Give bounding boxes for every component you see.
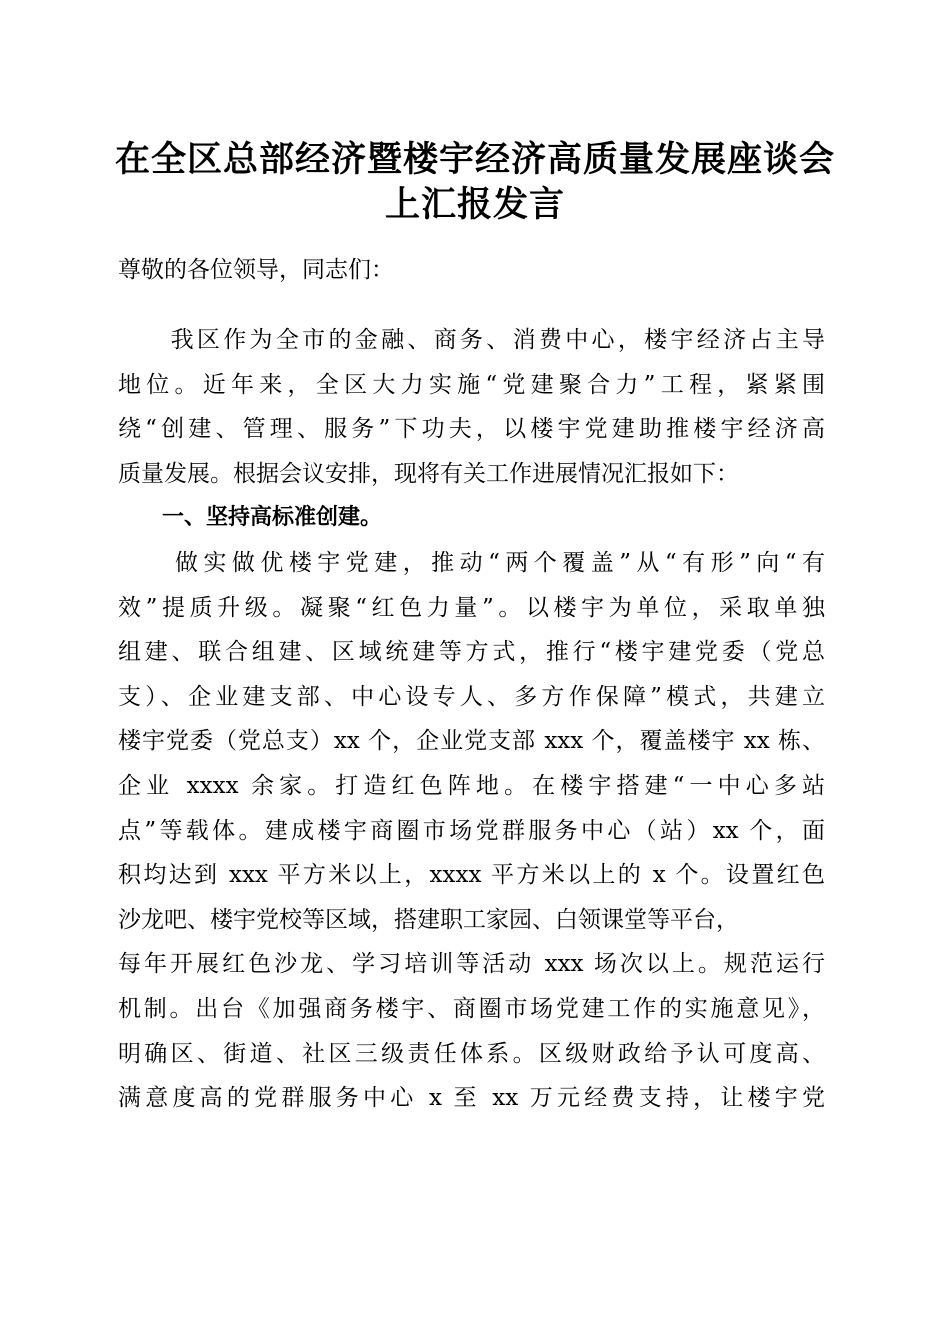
body-text-line: 组建、联合组建、区域统建等方式，推行“楼宇建党委（党总 [118,639,825,666]
body-text-line: 效”提质升级。凝聚“红色力量”。以楼宇为单位，采取单独 [118,594,825,621]
body-text-line: 每年开展红色沙龙、学习培训等活动 xxx 场次以上。规范运行 [118,951,825,978]
section-heading: 一、坚持高标准创建。 [118,505,383,531]
body-text-line: 机制。出台《加强商务楼宇、商圈市场党建工作的实施意见》， [118,996,825,1022]
body-text-line: 点”等载体。建成楼宇商圈市场党群服务中心（站）xx 个，面 [118,817,825,844]
body-text-line: 积均达到 xxx 平方米以上，xxxx 平方米以上的 x 个。设置红色 [118,862,825,889]
body-text-line: 做实做优楼宇党建，推动“两个覆盖”从“有形”向“有 [118,550,825,576]
document-title-line-2: 上汇报发言 [384,184,565,225]
document-title-line-1: 在全区总部经济暨楼宇经济高质量发展座谈会 [114,139,835,180]
body-text-line: 质量发展。根据会议安排，现将有关工作进展情况汇报如下： [118,460,739,487]
body-text-line: 我区作为全市的金融、商务、消费中心，楼宇经济占主导 [118,327,825,353]
body-text-line: 绕“创建、管理、服务”下功夫，以楼宇党建助推楼宇经济高 [118,416,825,443]
body-text-line: 明确区、街道、社区三级责任体系。区级财政给予认可度高、 [118,1040,825,1067]
body-text-line: 地位。近年来，全区大力实施“党建聚合力”工程，紧紧围 [118,371,825,398]
body-text-line: 满意度高的党群服务中心 x 至 xx 万元经费支持，让楼宇党 [118,1085,825,1112]
body-text-line: 沙龙吧、楼宇党校等区域，搭建职工家园、白领课堂等平台， [118,906,739,933]
body-text-line: 楼宇党委（党总支）xx 个，企业党支部 xxx 个，覆盖楼宇 xx 栋、 [118,728,825,755]
body-text-line: 企业 xxxx 余家。打造红色阵地。在楼宇搭建“一中心多站 [118,773,825,799]
body-text-line: 支）、企业建支部、中心设专人、多方作保障”模式，共建立 [118,683,825,710]
salutation: 尊敬的各位领导，同志们： [118,257,394,283]
